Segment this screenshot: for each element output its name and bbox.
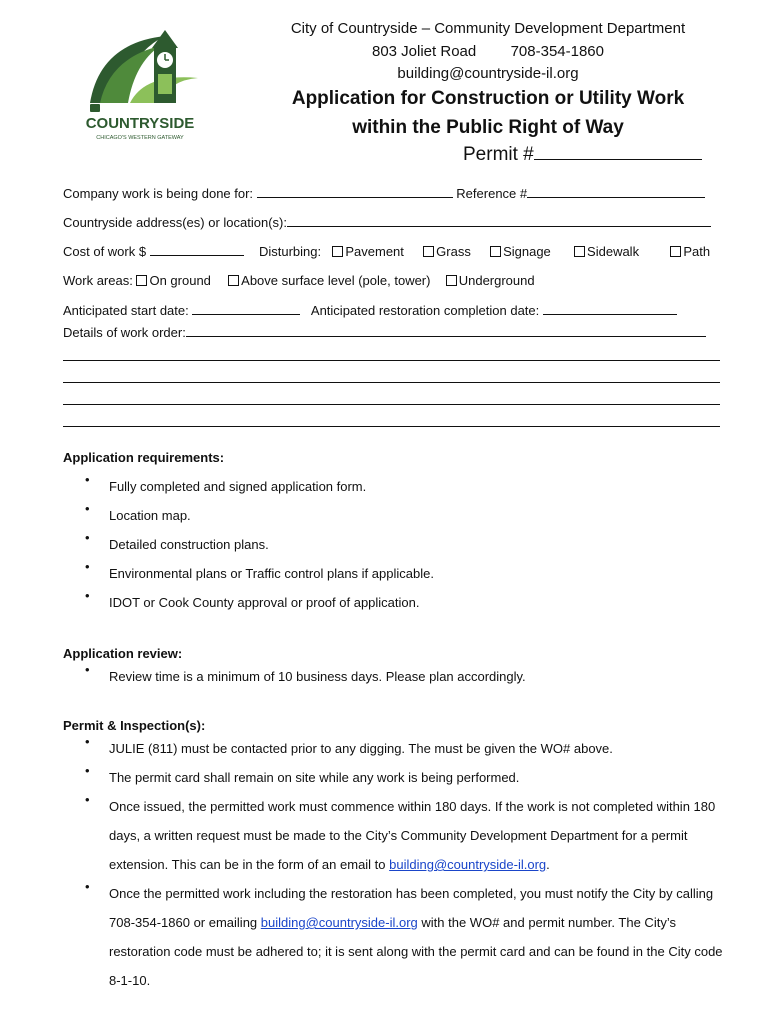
email-link[interactable]: building@countryside-il.org	[389, 857, 547, 872]
bullet-icon: •	[85, 559, 90, 574]
restoration-date-label: Anticipated restoration completion date:	[310, 303, 540, 318]
bullet-icon: •	[85, 530, 90, 545]
start-date-field[interactable]	[192, 302, 300, 315]
bullet-icon: •	[85, 763, 90, 778]
company-field[interactable]	[257, 185, 453, 198]
checkbox-icon[interactable]	[670, 246, 681, 257]
details-row	[63, 324, 706, 340]
option-sidewalk[interactable]: Sidewalk	[574, 244, 639, 259]
details-line-1[interactable]	[63, 360, 720, 361]
form-title-line1: Application for Construction or Utility Work	[291, 88, 685, 109]
bullet-icon: •	[85, 501, 90, 516]
address-row	[63, 214, 711, 230]
permit-heading: Permit & Inspection(s):	[63, 718, 206, 733]
countryside-logo	[70, 18, 210, 148]
details-field[interactable]	[186, 324, 706, 337]
details-line-3[interactable]	[63, 404, 720, 405]
cost-field[interactable]	[150, 243, 244, 256]
checkbox-icon[interactable]	[423, 246, 434, 257]
bullet-icon: •	[85, 662, 90, 677]
dates-row	[63, 302, 677, 318]
work-areas-row	[63, 273, 535, 288]
permit-label: Permit #	[463, 144, 534, 165]
checkbox-icon[interactable]	[332, 246, 343, 257]
details-label: Details of work order:	[63, 325, 186, 340]
option-grass[interactable]: Grass	[423, 244, 471, 259]
option-underground[interactable]: Underground	[446, 273, 535, 288]
option-pavement[interactable]: Pavement	[332, 244, 404, 259]
details-line-4[interactable]	[63, 426, 720, 427]
reference-label: Reference #	[456, 186, 528, 201]
requirements-heading: Application requirements:	[63, 450, 225, 465]
cost-row	[63, 243, 710, 259]
bullet-icon: •	[85, 588, 90, 603]
permit-number	[463, 143, 702, 166]
option-signage[interactable]: Signage	[490, 244, 551, 259]
start-date-label: Anticipated start date:	[63, 303, 189, 318]
option-above-surface[interactable]: Above surface level (pole, tower)	[228, 273, 430, 288]
option-on-ground[interactable]: On ground	[136, 273, 210, 288]
bullet-icon: •	[85, 792, 90, 807]
address-field[interactable]	[287, 214, 711, 227]
checkbox-icon[interactable]	[574, 246, 585, 257]
form-title-line2: within the Public Right of Way	[352, 117, 624, 138]
company-label: Company work is being done for:	[63, 186, 254, 201]
company-row	[63, 185, 705, 201]
address-label: Countryside address(es) or location(s):	[63, 215, 287, 230]
restoration-date-field[interactable]	[543, 302, 677, 315]
department-email: building@countryside-il.org	[397, 65, 579, 82]
address-phone	[258, 43, 718, 60]
address: 803 Joliet Road	[371, 43, 477, 60]
checkbox-icon[interactable]	[490, 246, 501, 257]
logo-name: COUNTRYSIDE	[85, 115, 195, 132]
phone: 708-354-1860	[510, 43, 604, 60]
bullet-icon: •	[85, 879, 90, 894]
permit-application-page: COUNTRYSIDE CHICAGO'S WESTERN GATEWAY City of Countryside – Community Development Department 803 Joliet Road 708-354-1860 building@countryside-il.org Application for Construction or Utility Work within the Public Right of Way Permit # Company work is being done for: Reference # Countryside address(es) or location(s): Cost of work $ Disturbing: Pavement Grass Signage Sidewalk Path Work areas: On ground Above surface level (pole, tower) Underground Anticipated start date: Anticipated restoration completion date: Details of work order: Application requirements: • Fully completed and signed application form. • Location map. • Detailed construction plans. • Environmental plans or Traffic control plans if applicable. • IDOT or Cook County approval or proof of application. Application review: • Review time is a minimum of 10 business days. Please plan accordingly. Permit & Inspection(s): • JULIE (811) must be contacted prior to any digging. The must be given the WO# above. • The permit card shall remain on site while any work is being performed. • Once issued, the permitted work must commence within 180 days. If the work is not completed within 180 days, a written request must be made to the City’s Community Development Department for a permit extension. This can be in the form of an email to building@countryside-il.org. • Once the permitted work including the restoration has been completed, you must notify the City by calling 708-354-1860 or emailing building@countryside-il.org with the WO# and permit number. The City’s restoration code must be adhered to; it is sent along with the permit card and can be found in the City code 8-1-10.	[63, 20, 723, 988]
permit-number-field[interactable]	[534, 143, 702, 160]
bullet-icon: •	[85, 734, 90, 749]
work-areas-label: Work areas:	[63, 273, 133, 288]
option-path[interactable]: Path	[670, 244, 710, 259]
checkbox-icon[interactable]	[228, 275, 239, 286]
department-name: City of Countryside – Community Development Department	[290, 20, 686, 37]
cost-label: Cost of work $	[63, 244, 147, 259]
reference-field[interactable]	[527, 185, 705, 198]
checkbox-icon[interactable]	[136, 275, 147, 286]
disturbing-label: Disturbing:	[258, 244, 322, 259]
logo-tagline: CHICAGO'S WESTERN GATEWAY	[96, 135, 184, 141]
review-heading: Application review:	[63, 646, 183, 661]
email-link[interactable]: building@countryside-il.org	[260, 915, 418, 930]
details-line-2[interactable]	[63, 382, 720, 383]
bullet-icon: •	[85, 472, 90, 487]
checkbox-icon[interactable]	[446, 275, 457, 286]
